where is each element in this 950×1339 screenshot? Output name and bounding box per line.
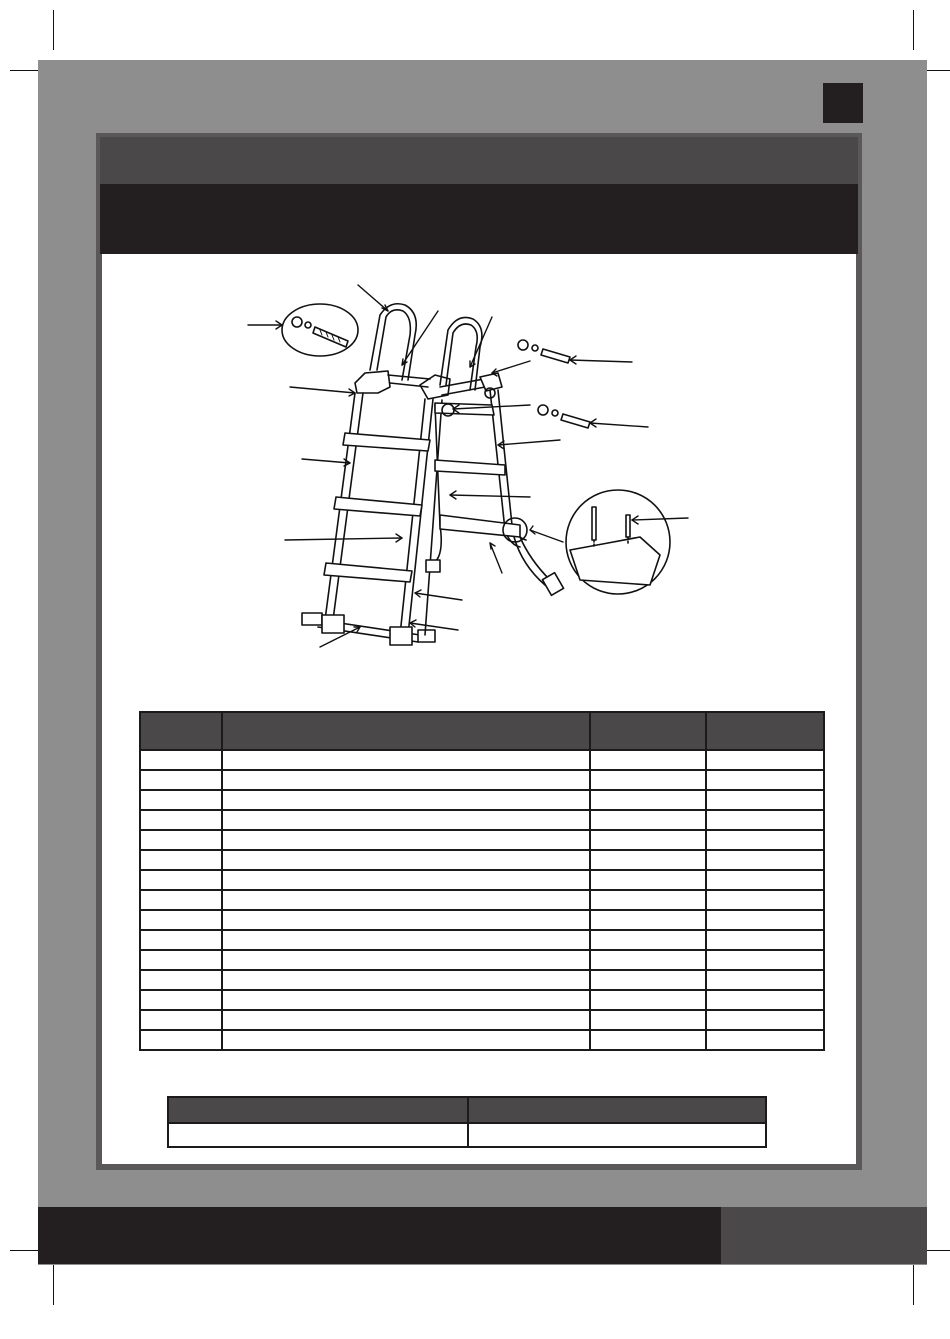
spec-col-header: [168, 1097, 468, 1123]
table-row: [140, 930, 824, 950]
table-cell: [590, 970, 706, 990]
bolt-icon-2: [541, 349, 570, 363]
parts-table: [139, 711, 825, 1051]
table-cell: [706, 1030, 824, 1050]
parts-col-header: [590, 712, 706, 750]
left-foot-1: [302, 613, 322, 625]
table-cell: [140, 810, 222, 830]
spec-cell: [468, 1123, 766, 1147]
table-cell: [590, 1030, 706, 1050]
table-cell: [706, 750, 824, 770]
left-base-cap-2: [390, 627, 412, 645]
table-cell: [222, 950, 590, 970]
table-row: [140, 750, 824, 770]
table-cell: [590, 770, 706, 790]
table-cell: [222, 770, 590, 790]
table-row: [140, 770, 824, 790]
nut-icon: [292, 317, 302, 327]
table-cell: [222, 990, 590, 1010]
table-cell: [590, 850, 706, 870]
table-row: [140, 1030, 824, 1050]
table-cell: [590, 870, 706, 890]
parts-table-body: [140, 750, 824, 1050]
left-handrail-inner: [377, 310, 410, 380]
table-cell: [706, 870, 824, 890]
pool-ladder-exploded-view-icon: [230, 275, 700, 665]
table-cell: [222, 830, 590, 850]
left-curve-cap: [426, 560, 440, 572]
left-steps: [324, 433, 430, 582]
table-cell: [140, 1010, 222, 1030]
table-cell: [706, 990, 824, 1010]
table-cell: [222, 790, 590, 810]
footer-bar: [38, 1207, 721, 1264]
table-cell: [140, 1030, 222, 1050]
table-cell: [590, 1010, 706, 1030]
table-cell: [706, 850, 824, 870]
panel-heading: [100, 137, 858, 184]
table-cell: [590, 890, 706, 910]
pin-icon-2: [626, 515, 630, 537]
footer-tab: [721, 1207, 927, 1264]
ladder-diagram: [230, 275, 700, 665]
table-cell: [140, 750, 222, 770]
table-row: [140, 890, 824, 910]
spec-col-header: [468, 1097, 766, 1123]
table-cell: [706, 910, 824, 930]
panel-title-bar: [100, 184, 858, 254]
table-row: [140, 970, 824, 990]
table-cell: [590, 990, 706, 1010]
table-cell: [222, 850, 590, 870]
crop-mark: [913, 10, 914, 50]
table-cell: [590, 910, 706, 930]
table-cell: [140, 850, 222, 870]
table-cell: [140, 890, 222, 910]
table-cell: [706, 1010, 824, 1030]
table-cell: [706, 930, 824, 950]
table-cell: [222, 890, 590, 910]
table-cell: [590, 750, 706, 770]
table-row: [140, 790, 824, 810]
table-cell: [706, 790, 824, 810]
left-foot-2: [418, 630, 435, 642]
left-base-cap-1: [322, 615, 344, 633]
nut-icon-2: [518, 340, 528, 350]
table-cell: [590, 790, 706, 810]
table-cell: [140, 970, 222, 990]
spec-table-header-row: [168, 1097, 766, 1123]
pin-icon-1: [592, 507, 596, 540]
table-cell: [222, 930, 590, 950]
table-row: [140, 990, 824, 1010]
spec-table-row: [168, 1123, 766, 1147]
parts-table-header-row: [140, 712, 824, 750]
table-cell: [706, 950, 824, 970]
spec-table: [167, 1096, 767, 1148]
table-row: [140, 810, 824, 830]
pin-detail-step: [570, 537, 660, 585]
parts-col-header: [140, 712, 222, 750]
table-cell: [590, 930, 706, 950]
right-handrail-inner: [446, 324, 477, 390]
table-cell: [706, 890, 824, 910]
table-cell: [222, 1010, 590, 1030]
table-cell: [590, 810, 706, 830]
table-cell: [140, 770, 222, 790]
table-row: [140, 910, 824, 930]
table-cell: [222, 1030, 590, 1050]
table-cell: [706, 770, 824, 790]
crop-mark: [53, 1265, 54, 1305]
crop-mark: [913, 1265, 914, 1305]
table-cell: [222, 970, 590, 990]
table-row: [140, 870, 824, 890]
table-row: [140, 830, 824, 850]
table-cell: [140, 950, 222, 970]
bolt-icon: [313, 327, 348, 347]
table-row: [140, 850, 824, 870]
washer-icon-2: [532, 345, 538, 351]
table-cell: [140, 870, 222, 890]
table-cell: [140, 990, 222, 1010]
washer-icon-3: [552, 410, 558, 416]
table-cell: [706, 970, 824, 990]
left-top-clamp: [355, 371, 390, 393]
bolt-icon-3: [561, 414, 590, 428]
washer-icon: [305, 322, 311, 328]
table-row: [140, 950, 824, 970]
table-cell: [706, 830, 824, 850]
table-cell: [222, 810, 590, 830]
right-steps: [435, 403, 520, 537]
table-cell: [222, 750, 590, 770]
spec-cell: [168, 1123, 468, 1147]
page-number-badge: [823, 83, 863, 123]
table-cell: [140, 930, 222, 950]
table-cell: [140, 910, 222, 930]
crop-mark: [53, 10, 54, 50]
nut-icon-3: [538, 405, 548, 415]
table-cell: [590, 830, 706, 850]
table-cell: [140, 790, 222, 810]
table-cell: [222, 870, 590, 890]
parts-col-header: [222, 712, 590, 750]
parts-col-header: [706, 712, 824, 750]
table-cell: [590, 950, 706, 970]
table-row: [140, 1010, 824, 1030]
table-cell: [706, 810, 824, 830]
table-cell: [140, 830, 222, 850]
table-cell: [222, 910, 590, 930]
